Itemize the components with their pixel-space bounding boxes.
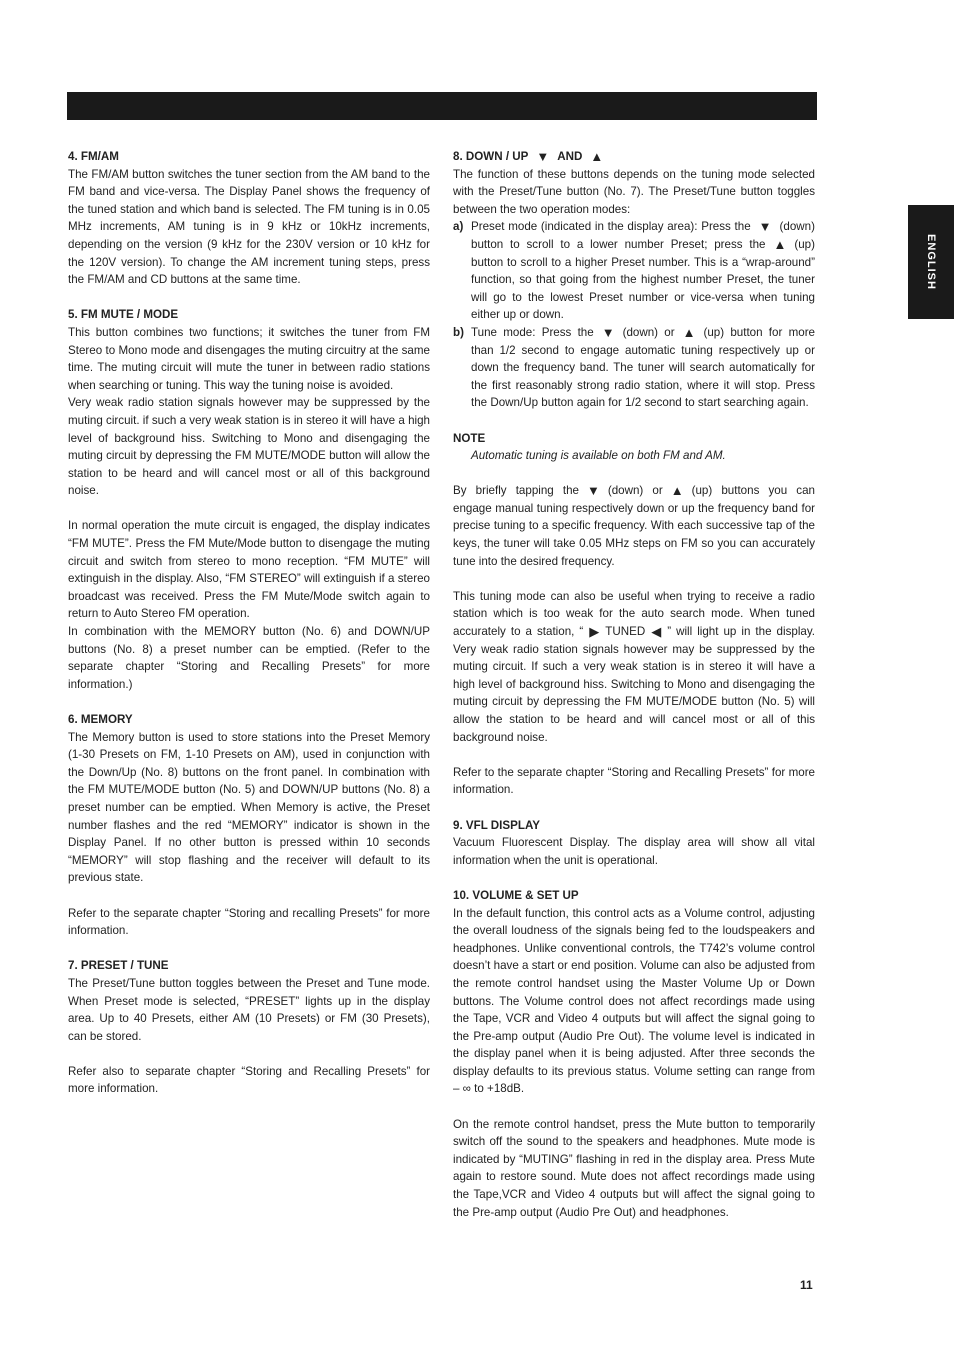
fm-am-paragraph: The FM/AM button switches the tuner section from the AM band to the FM band and vice-versa. The Display Panel shows the frequency of the tuned station and which band is selected. The FM tuning is in 0.05 MHz increments, AM tuning is in 9 kHz or 10kHz increments, depending on the version (9 kHz for the 230V version or 10 kHz for the 120V version). To change the AM increment tuning steps, press the FM/AM and CD buttons at the same time. <box>68 167 430 287</box>
right-column <box>453 148 815 1221</box>
up-arrow-icon: ▲ <box>682 324 696 340</box>
note-text: Automatic tuning is available on both FM and AM. <box>471 449 726 463</box>
section-title-volume-set-up: 10. VOLUME & SET UP <box>453 888 579 902</box>
left-arrow-icon: ◀ <box>651 624 662 640</box>
down-arrow-icon: ▼ <box>586 483 600 499</box>
down-arrow-icon: ▼ <box>758 219 772 235</box>
volume-paragraph-1: In the default function, this control acts as a Volume control, adjusting the overall loudness of the signals being fed to the loudspeakers and headphones. Unlike conventional controls, the T742’s volume control doesn’t have a start or end position. Volume can also be adjusted from the remote control handset using the Master Volume Up or Down buttons. The Volume control does not affect recordings made using the Tape, VCR and Video 4 outputs but will affect the signal going to the Pre-amp output (Audio Pre Out). The volume level is indicated in the display panel when it is being adjusted. After three seconds the display defaults to its previous status. Volume setting can range from – ∞ to +18dB. <box>453 906 815 1096</box>
fm-mute-paragraph-4: In combination with the MEMORY button (No. 6) and DOWN/UP buttons (No. 8) a preset number can be emptied. (Refer to the separate chapter “Storing and Recalling Presets” for more information.) <box>68 625 430 691</box>
down-up-paragraph: The function of these buttons depends on the tuning mode selected with the Preset/Tune button (No. 7). The Preset/Tune button toggles between the two operation modes: <box>453 167 815 216</box>
fm-mute-paragraph-2: Very weak radio station signals however may be suppressed by the muting circuit. if such a very weak station is in stereo it will have a high level of background hiss. Switching to Mono and disengaging the muting circuit by depressing the FM MUTE/MODE button will allow the station to be heard and will cancel most or all of this background noise. <box>68 396 430 498</box>
item-marker-b: b) <box>453 325 464 339</box>
memory-paragraph-1: The Memory button is used to store stations into the Preset Memory (1-30 Presets on FM, 1-10 Presets on AM), used in conjunction with the Down/Up (No. 8) buttons on the front panel. In combination with the FM MUTE/MODE button (No. 5) and DOWN/UP buttons (No. 8) a preset number can be emptied. When Memory is active, the Preset number flashes and the red “MEMORY” indicator is shown in the Display Panel. If no other button is pressed within 10 seconds “MEMORY” will stop flashing and the receiver will default to its previous state. <box>68 730 430 885</box>
section-title-fm-mute-mode: 5. FM MUTE / MODE <box>68 308 179 322</box>
section-title-preset-tune: 7. PRESET / TUNE <box>68 959 169 973</box>
section-title-vfl-display: 9. VFL DISPLAY <box>453 818 540 832</box>
fm-mute-paragraph-3: In normal operation the mute circuit is engaged, the display indicates “FM MUTE”. Press the FM Mute/Mode button to disengage the muting circuit and switch from stereo to mono reception. “FM MUTE” will extinguish in the display. Also, “FM STEREO” will extinguish if a stereo broadcast was received. Press the FM Mute/Mode switch again to return to Auto Stereo FM operation. <box>68 519 430 621</box>
preset-tune-paragraph-1: The Preset/Tune button toggles between the Preset and Tune mode. When Preset mode is selected, “PRESET” lights up in the display area. Up to 40 Presets, either AM (10 Presets) or FM (30 Presets), can be stored. <box>68 976 430 1043</box>
manual-tuning-paragraph: By briefly tapping the ▼ (down) or ▲ (up) buttons you can engage manual tuning respectively down or up the frequency band for precise tuning to a specific frequency. With each successive tap of the keys, the tuner will take 0.05 MHz steps on FM so you can accurately tune into the desired frequency. <box>453 483 816 568</box>
item-marker-a: a) <box>453 220 464 234</box>
tuned-paragraph: This tuning mode can also be useful when trying to receive a radio station which is too weak for the auto search mode. When tuned accurately to a station, “ ▶ TUNED ◀ ” will light up in the display. Very weak radio station signals however may be suppressed by the muting circuit. If such a very weak station is in stereo it will have a high level of background hiss. Switching to Mono and disengaging the muting circuit by depressing the FM MUTE/MODE button (No. 5) will allow the station to be heard and will cancel most or all of this background noise. <box>453 589 815 744</box>
down-arrow-icon: ▼ <box>536 149 550 164</box>
preset-tune-paragraph-2: Refer also to separate chapter “Storing and Recalling Presets” for more information. <box>68 1064 430 1096</box>
preset-mode-item: a) Preset mode (indicated in the display area): Press the ▼ (down) button to scroll to a lower number Preset; press the ▲ (up) button to scroll to a higher Preset number. This is a “wrap-around” function, so that going from the highest number Preset, the tuner will go to the lowest Preset number or vice-versa when tuning either up or down. <box>453 218 815 324</box>
tune-mode-item: b) Tune mode: Press the ▼ (down) or ▲ (up) button for more than 1/2 second to engage automatic tuning respectively up or down the frequency band. The tuner will search automatically for the first reasonably strong radio station, where it will stop. Press the Down/Up button again for 1/2 second to start searching again. <box>453 324 815 412</box>
header-bar <box>67 92 817 120</box>
up-arrow-icon: ▲ <box>670 483 684 499</box>
volume-paragraph-2: On the remote control handset, press the Mute button to temporarily switch off the sound to the speakers and headphones. Mute mode is indicated by “MUTING” flashing in red in the display area. Press Mute again to restore sound. Mute does not affect recordings made using the Tape,VCR and Video 4 outputs but will affect the signal going to the Pre-amp output (Audio Pre Out) and headphones. <box>453 1117 815 1219</box>
up-arrow-icon: ▲ <box>590 149 604 164</box>
language-tab <box>908 205 954 319</box>
up-arrow-icon: ▲ <box>773 236 787 252</box>
section-title-memory: 6. MEMORY <box>68 713 133 726</box>
left-column <box>68 148 430 1098</box>
section-title-down-up: 8. DOWN / UP ▼ AND ▲ <box>453 149 604 164</box>
right-arrow-icon: ▶ <box>589 624 600 640</box>
language-tab-label: ENGLISH <box>925 234 937 290</box>
memory-paragraph-2: Refer to the separate chapter “Storing and recalling Presets” for more information. <box>68 906 430 938</box>
section-title-fm-am: 4. FM/AM <box>68 150 119 163</box>
page-number: 11 <box>800 1278 813 1292</box>
fm-mute-paragraph-1: This button combines two functions; it switches the tuner from FM Stereo to Mono mode and disengages the muting circuitry at the same time. The muting circuit will mute the tuner in between radio stations when searching or tuning. This way the tuning noise is avoided. <box>68 325 430 392</box>
refer-paragraph: Refer to the separate chapter “Storing and Recalling Presets” for more information. <box>453 765 815 797</box>
down-arrow-icon: ▼ <box>601 324 615 340</box>
note-title: NOTE <box>453 431 486 445</box>
vfl-display-paragraph: Vacuum Fluorescent Display. The display area will show all vital information when the unit is operational. <box>453 836 815 867</box>
